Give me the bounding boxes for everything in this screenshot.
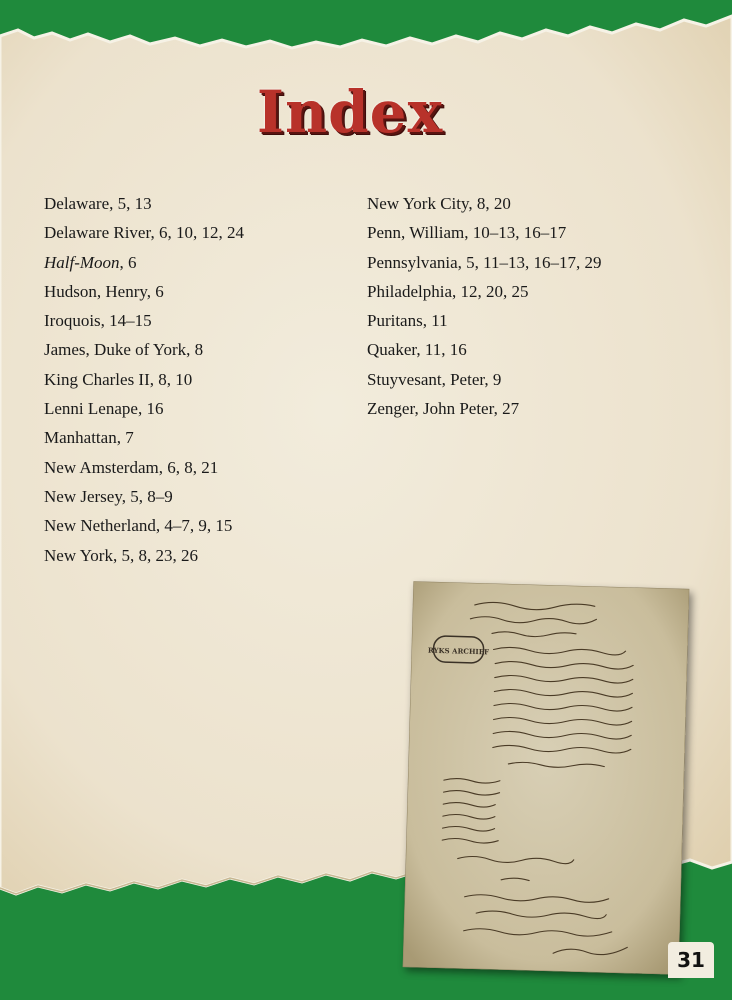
index-entry [44, 218, 244, 247]
index-column-left [44, 189, 244, 570]
index-pages: , 6, 10, 12, 24 [150, 223, 244, 243]
index-entry [44, 453, 244, 482]
index-term: New Jersey [44, 486, 122, 506]
index-entry [44, 365, 244, 394]
index-pages: , 6 [146, 281, 164, 301]
index-entry [44, 394, 244, 423]
index-term: Pennsylvania [367, 252, 458, 272]
index-entry [367, 189, 602, 218]
index-pages: , 5, 11–13, 16–17, 29 [457, 252, 602, 272]
index-pages: , 4–7, 9, 15 [155, 516, 233, 536]
page-number: 31 [668, 942, 714, 978]
index-term: Half-Moon [44, 252, 120, 272]
index-term: Hudson, Henry [44, 281, 147, 301]
index-pages: , 9 [484, 369, 502, 389]
index-term: Manhattan [44, 428, 117, 448]
index-pages: , 11, 16 [416, 340, 467, 360]
index-term: Quaker [367, 340, 417, 360]
index-term: King Charles II [44, 369, 150, 389]
index-pages: , 10–13, 16–17 [464, 223, 567, 243]
historical-document-image [403, 581, 690, 975]
index-entry [367, 218, 602, 247]
index-entry [44, 511, 244, 540]
index-pages: , 6 [119, 252, 137, 272]
index-entry [44, 248, 244, 277]
index-entry [44, 335, 244, 364]
index-pages: , 5, 8–9 [121, 486, 173, 506]
index-entry [44, 482, 244, 511]
page-title: Index [256, 78, 444, 146]
index-entry [367, 394, 602, 423]
index-term: Lenni Lenape [44, 399, 138, 419]
index-term: New York City [367, 194, 469, 213]
index-entry [367, 306, 602, 335]
index-pages: , 7 [116, 428, 134, 448]
index-term: Puritans [367, 311, 423, 331]
index-column-right [367, 189, 602, 423]
index-term: Delaware River [44, 223, 151, 243]
index-pages: , 8 [186, 340, 204, 360]
document-stamp: RYKS ARCHIEF [427, 645, 490, 657]
index-term: Penn, William [367, 223, 465, 243]
index-term: Iroquois [44, 311, 101, 331]
index-term: Philadelphia [367, 281, 452, 301]
index-term: New York [44, 545, 113, 565]
index-entry [44, 277, 244, 306]
index-pages: , 8, 10 [149, 369, 193, 389]
index-pages: , 5, 13 [109, 194, 152, 213]
index-pages: , 8, 20 [468, 194, 511, 213]
index-pages: , 11 [422, 311, 448, 331]
index-entry [367, 277, 602, 306]
index-pages: , 5, 8, 23, 26 [112, 545, 198, 565]
index-entry [44, 189, 244, 218]
index-term: Zenger, John Peter [367, 399, 494, 419]
index-entry [44, 423, 244, 452]
index-pages: , 12, 20, 25 [451, 281, 529, 301]
index-entry [44, 306, 244, 335]
index-entry [44, 541, 244, 570]
index-term: New Netherland [44, 516, 156, 536]
index-term: Delaware [44, 194, 110, 213]
index-entry [367, 248, 602, 277]
index-pages: , 16 [137, 399, 164, 419]
index-term: James, Duke of York [44, 340, 187, 360]
index-term: Stuyvesant, Peter [367, 369, 485, 389]
index-pages: , 27 [493, 399, 520, 419]
index-entry [367, 335, 602, 364]
index-pages: , 14–15 [100, 311, 152, 331]
index-entry [367, 365, 602, 394]
index-pages: , 6, 8, 21 [158, 457, 219, 477]
index-term: New Amsterdam [44, 457, 159, 477]
